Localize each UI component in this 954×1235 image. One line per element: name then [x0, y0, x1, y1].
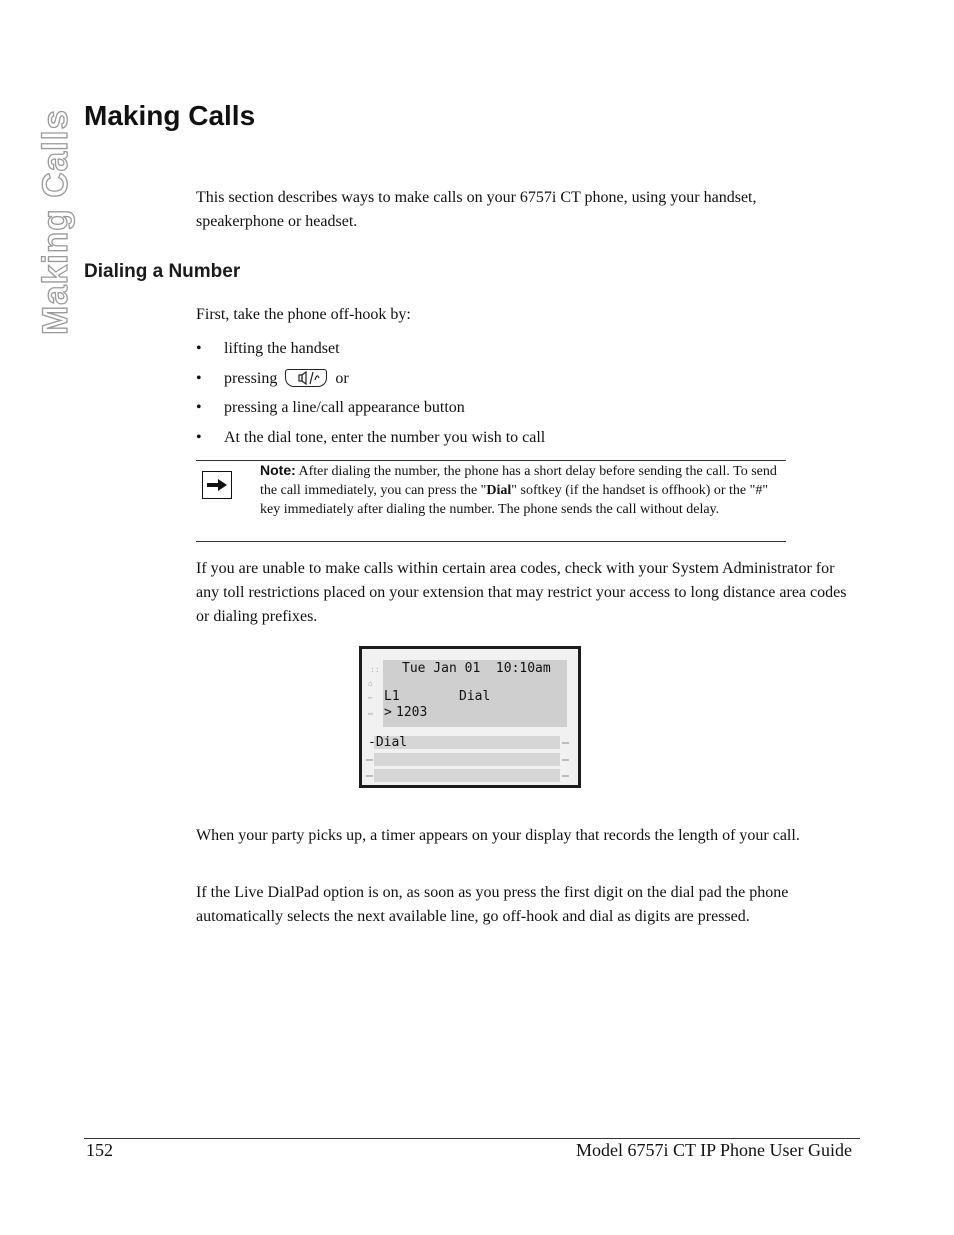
softkey-indicator — [366, 775, 373, 777]
timer-paragraph: When your party picks up, a timer appears on your display that records the length of your call. — [196, 827, 800, 844]
lead-paragraph: First, take the phone off-hook by: — [196, 306, 411, 323]
restrictions-paragraph: If you are unable to make calls within certain area codes, check with your System Administrator for any toll restrictions placed on your extension that may restrict your access to long distance area codes or dialing prefixes. — [196, 560, 847, 625]
list-item — [196, 397, 545, 419]
note-box — [196, 460, 786, 542]
bullet-dot: • — [196, 399, 202, 416]
display-prompt: > — [384, 705, 392, 720]
arrow-right-icon — [202, 471, 232, 499]
softkey-row — [374, 769, 560, 782]
side-tab-label: Making Calls — [36, 109, 76, 335]
speakerphone-key-icon — [285, 369, 327, 387]
bullet-dot: • — [196, 340, 202, 357]
display-side-icon: ▭ — [368, 709, 373, 718]
list-item-text: or — [335, 369, 349, 387]
section-heading: Dialing a Number — [84, 261, 241, 282]
list-item — [196, 338, 545, 360]
page-title: Making Calls — [84, 100, 256, 131]
note-label: Note: — [260, 462, 296, 478]
note-text — [260, 461, 788, 519]
dial-softkey-label: -Dial — [368, 735, 408, 750]
list-item-text: At the dial tone, enter the number you wish to call — [224, 428, 546, 446]
display-side-icon: :: — [370, 665, 380, 674]
display-line-label: L1 — [384, 689, 400, 704]
live-dialpad-paragraph: If the Live DialPad option is on, as soon as you press the first digit on the dial pad the phone automatically selects the next available line, go off-hook and dial as digits are pressed. — [196, 884, 789, 925]
phone-display-illustration — [359, 646, 581, 788]
note-dial-keyword: Dial — [486, 483, 512, 498]
note-body-end: " softkey (if the handset is offhook) or the "#" key immediately after dialing the number. The phone sends the call without delay. — [260, 483, 769, 517]
list-item-text: pressing a line/call appearance button — [224, 399, 465, 416]
display-status: Dial — [459, 689, 491, 704]
list-item — [196, 368, 545, 390]
side-tab-section-marker — [38, 108, 74, 336]
intro-paragraph: This section describes ways to make calls on your 6757i CT phone, using your handset, speakerphone or headset. — [196, 189, 757, 230]
footer-rule — [84, 1138, 860, 1139]
list-item-text: pressing — [224, 369, 278, 387]
list-item — [196, 427, 545, 449]
softkey-indicator — [562, 759, 569, 761]
display-side-icon: ← — [368, 693, 373, 702]
offhook-list — [196, 338, 545, 449]
softkey-indicator — [366, 759, 373, 761]
softkey-indicator — [562, 775, 569, 777]
list-item-text: lifting the handset — [224, 340, 340, 357]
display-datetime: Tue Jan 01 10:10am — [402, 661, 551, 676]
softkey-row — [374, 753, 560, 766]
softkey-indicator — [562, 742, 569, 744]
page-number: 152 — [86, 1140, 113, 1160]
bullet-dot: • — [196, 369, 202, 387]
guide-title: Model 6757i CT IP Phone User Guide — [576, 1140, 852, 1160]
display-side-icon: ⌂ — [368, 679, 373, 688]
note-body-start: After dialing the number, the phone has a short delay before sending the call. To send the call immediately, you can press the " — [260, 464, 777, 498]
display-number: 1203 — [396, 705, 428, 720]
bullet-dot: • — [196, 428, 202, 446]
